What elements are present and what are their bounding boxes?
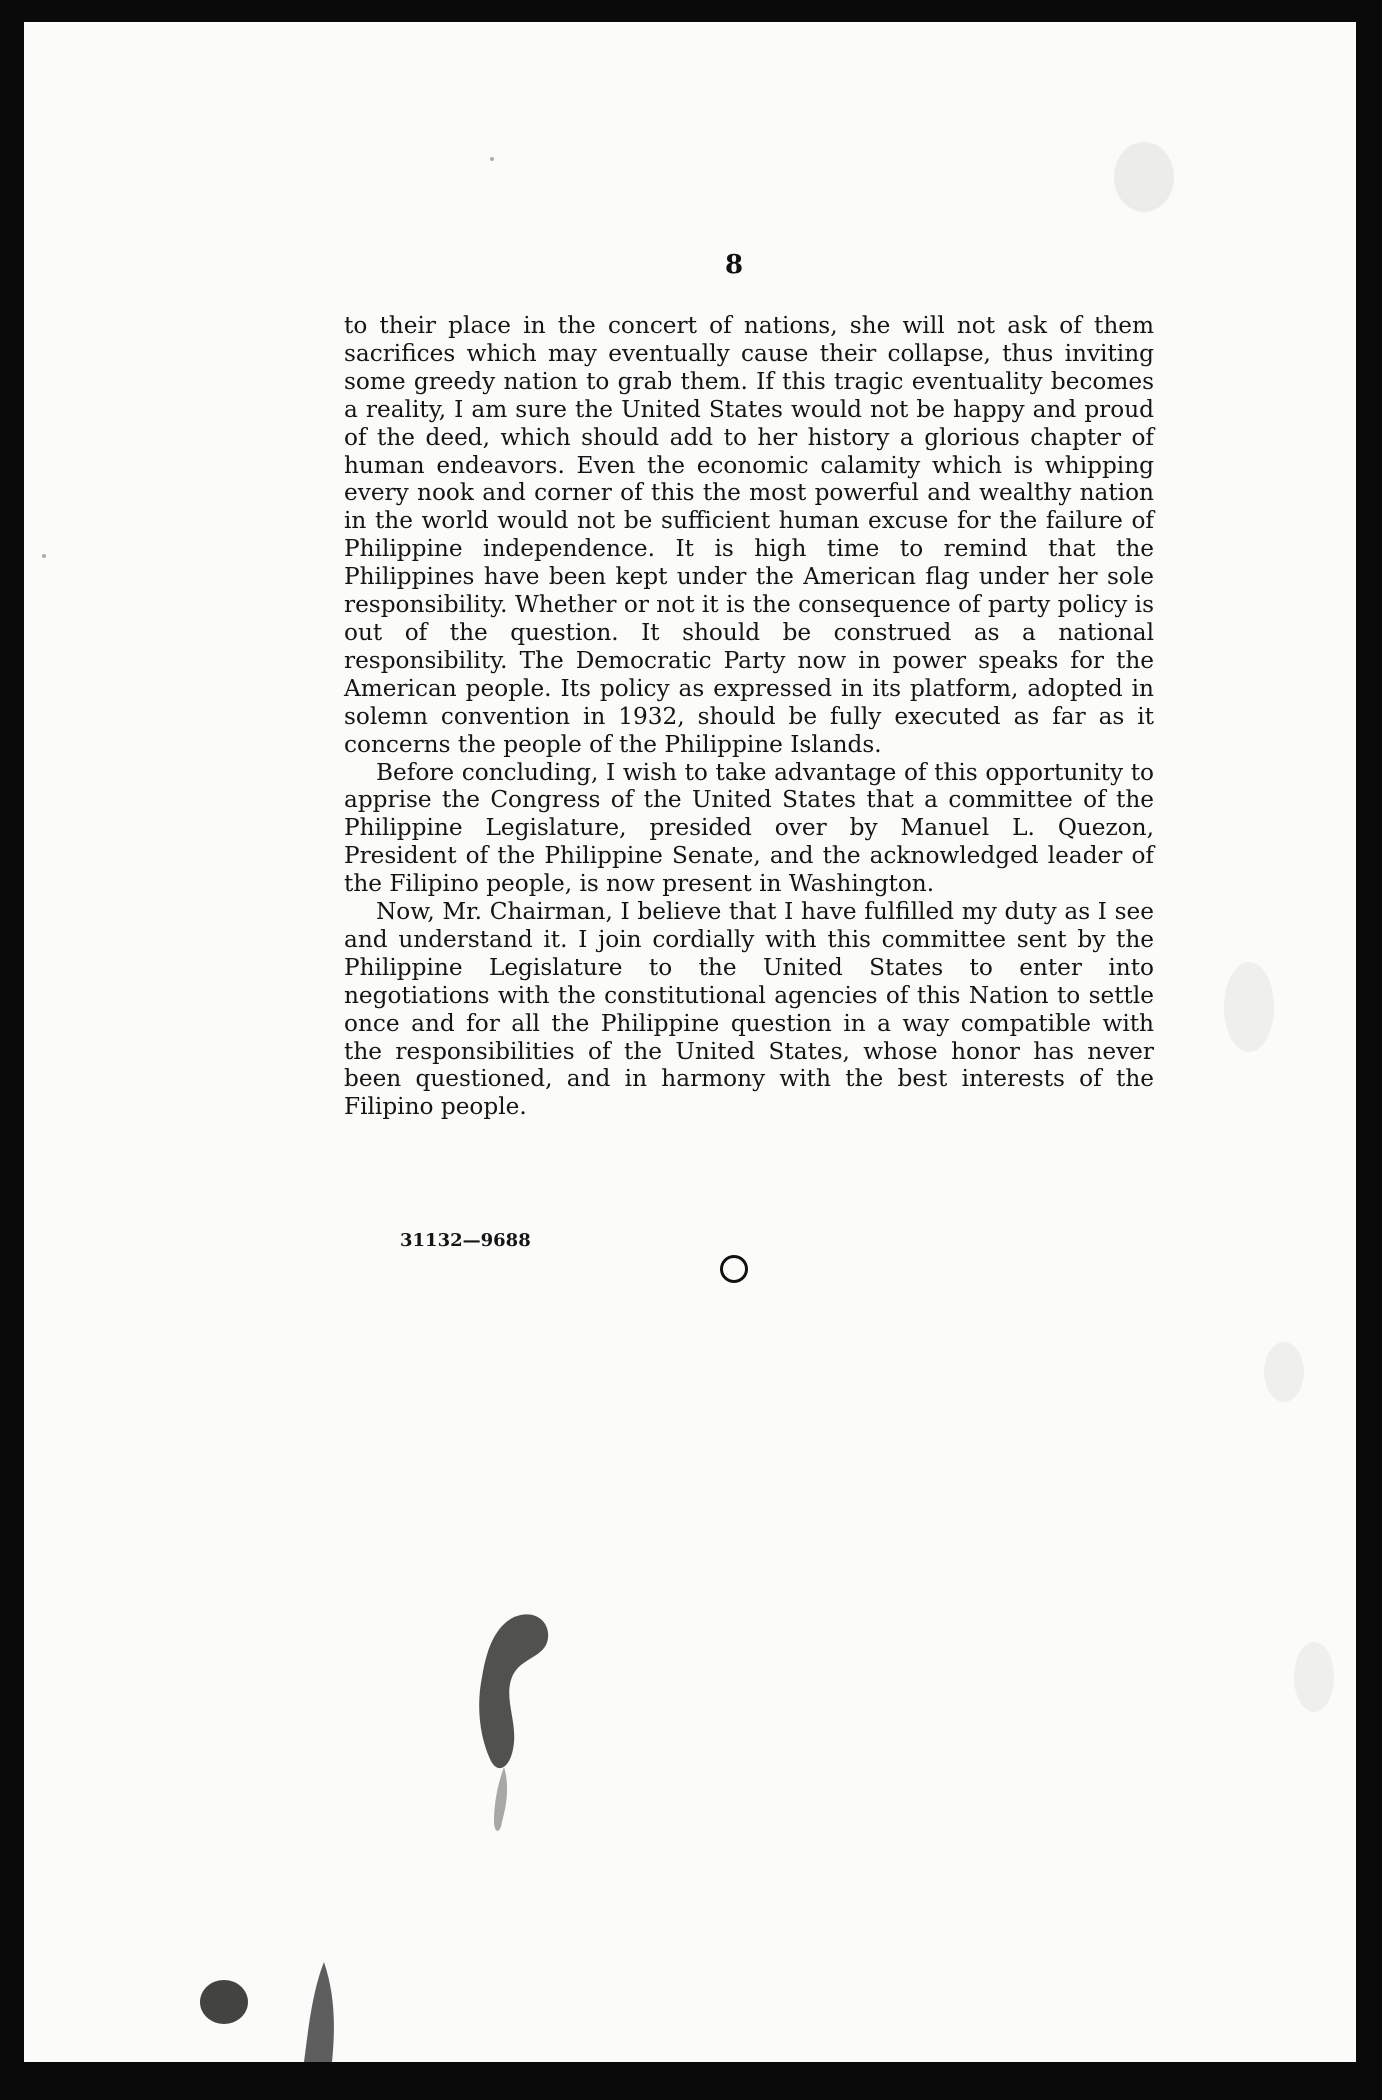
paragraph: to their place in the concert of nations, she will not ask of them sacrifices which may eventually cause their collapse, thus inviting some greedy nation to grab them. If this tragic eventuality becomes a reality, I am sure the United States would not be happy and proud of the deed, which should add to her history a glorious chapter of human endeavors. Even the economic calamity which is whipping every nook and corner of this the most powerful and wealthy nation in the world would not be sufficient human excuse for the failure of Philippine independence. It is high time to remind that the Philippines have been kept under the American flag under her sole responsibility. Whether or not it is the consequence of party policy is out of the question. It should be construed as a national responsibility. The Democratic Party now in power speaks for the American people. Its policy as expressed in its platform, adopted in solemn convention in 1932, should be fully executed as far as it concerns the people of the Philippine Islands. [344,312,1154,758]
scan-speck [1264,1342,1304,1402]
circle-mark [720,1255,748,1283]
document-page [24,22,1356,2062]
page-number: 8 [724,250,744,280]
paragraph: Now, Mr. Chairman, I believe that I have fulfilled my duty as I see and understand it. I join cordially with this committee sent by the Philippine Legislature to the United States to enter into negotiations with the constitutional agencies of this Nation to settle once and for all the Philippine question in a way compatible with the responsibilities of the United States, whose honor has never been questioned, and in harmony with the best interests of the Filipino people. [344,898,1154,1121]
ink-blot [454,1607,564,1907]
scan-speck [1224,962,1274,1052]
ink-blot [184,1962,404,2062]
scan-speck [42,554,46,558]
scan-speck [1294,1642,1334,1712]
scan-speck [490,157,494,161]
print-code: 31132—9688 [400,1230,531,1251]
body-text [344,312,1154,1121]
paragraph: Before concluding, I wish to take advantage of this opportunity to apprise the Congress of the United States that a committee of the Philippine Legislature, presided over by Manuel L. Quezon, President of the Philippine Senate, and the acknowledged leader of the Filipino people, is now present in Washington. [344,758,1154,898]
scan-speck [1114,142,1174,212]
